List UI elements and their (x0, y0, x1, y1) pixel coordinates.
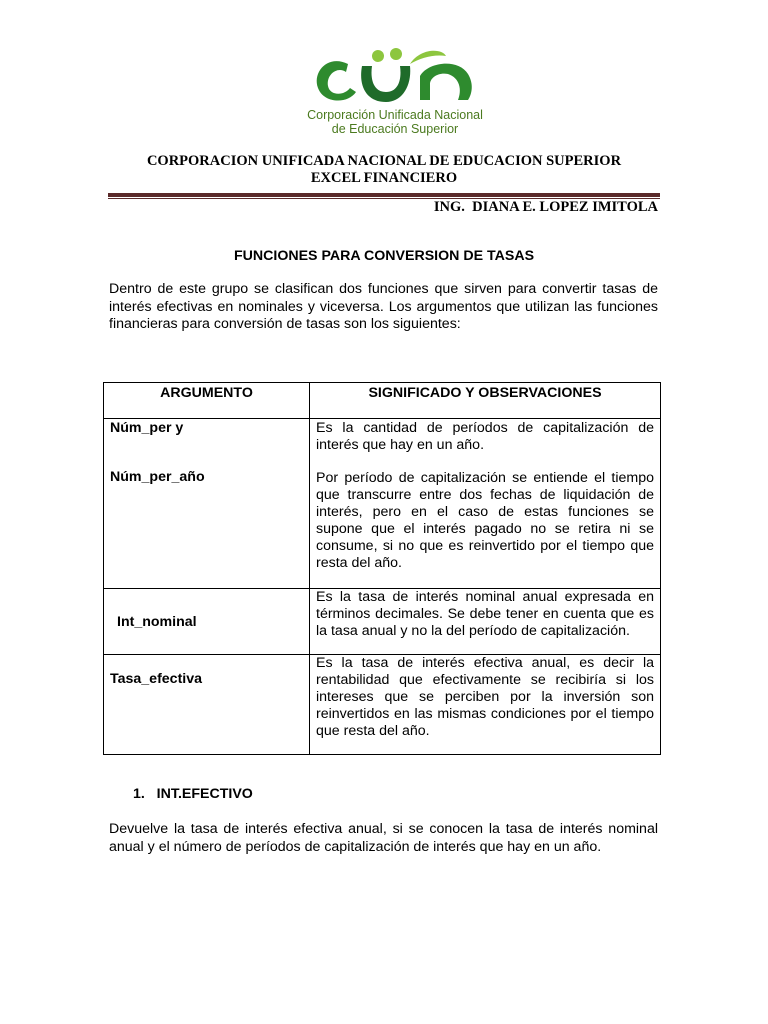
section-paragraph: Devuelve la tasa de interés efectiva anual, si se conocen la tasa de interés nominal anual y el número de períodos de capitalización de interés que hay en un año. (109, 821, 658, 855)
logo-dot-left (372, 50, 384, 62)
page-title: FUNCIONES PARA CONVERSION DE TASAS (233, 248, 535, 264)
arg-num-per-anio: Núm_per_año (110, 469, 205, 485)
institution-name: CORPORACION UNIFICADA NACIONAL DE EDUCACION SUPERIOR (146, 153, 622, 169)
table-row (104, 419, 661, 589)
arguments-table (103, 382, 661, 755)
intro-paragraph: Dentro de este grupo se clasifican dos funciones que sirven para convertir tasas de interés efectivas en nominales y viceversa. Los argumentos que utilizan las funciones financieras para conversión de tasas son los siguientes: (109, 281, 658, 332)
logo-letter-c (317, 61, 356, 100)
logo-dot-right (390, 48, 402, 60)
desc-cell (310, 419, 661, 589)
arg-int-nominal (104, 589, 310, 655)
logo-leaf (410, 51, 446, 64)
section-number: 1. (133, 786, 145, 802)
teacher-name: ING. DIANA E. LOPEZ IMITOLA (433, 199, 658, 215)
header-rule-thick (108, 193, 660, 197)
arg-tasa-efectiva-label: Tasa_efectiva (110, 671, 203, 687)
arg-num-per: Núm_per y (110, 420, 184, 436)
table-row (104, 589, 661, 655)
logo-line-1: Corporación Unificada Nacional (307, 108, 483, 122)
course-name: EXCEL FINANCIERO (310, 170, 458, 186)
logo-line-2: de Educación Superior (331, 122, 459, 136)
desc-num-per-anio: Por período de capitalización se entiende el tiempo que transcurre entre dos fechas de liquidación de interés, pero en el caso de estas funciones se supone que el interés pagado no se retira ni se consume, si no que es reinvertido por el tiempo que resta del año. (316, 470, 654, 571)
header-argument: ARGUMENTO (104, 383, 310, 419)
desc-cell (310, 655, 661, 755)
table-row (104, 655, 661, 755)
arg-int-nominal-label: Int_nominal (117, 613, 197, 630)
logo-letter-n (420, 64, 472, 100)
header-meaning: SIGNIFICADO Y OBSERVACIONES (310, 383, 661, 419)
desc-cell (310, 589, 661, 655)
desc-tasa-efectiva: Es la tasa de interés efectiva anual, es decir la rentabilidad que efectivamente se recibiría si los intereses que se perciben por la inversión son reinvertidos en las mismas condiciones por el tiempo que resta del año. (316, 655, 654, 739)
desc-int-nominal: Es la tasa de interés nominal anual expresada en términos decimales. Se debe tener en cuenta que es la tasa anual y no la del período de capitalización. (316, 589, 654, 639)
section-heading (133, 786, 253, 802)
arg-tasa-efectiva (104, 655, 310, 755)
table-header-row (104, 383, 661, 419)
desc-num-per: Es la cantidad de períodos de capitalización de interés que hay en un año. (316, 420, 654, 453)
section-title: INT.EFECTIVO (156, 786, 253, 802)
arg-cell (104, 419, 310, 589)
logo-letter-u (361, 66, 410, 102)
